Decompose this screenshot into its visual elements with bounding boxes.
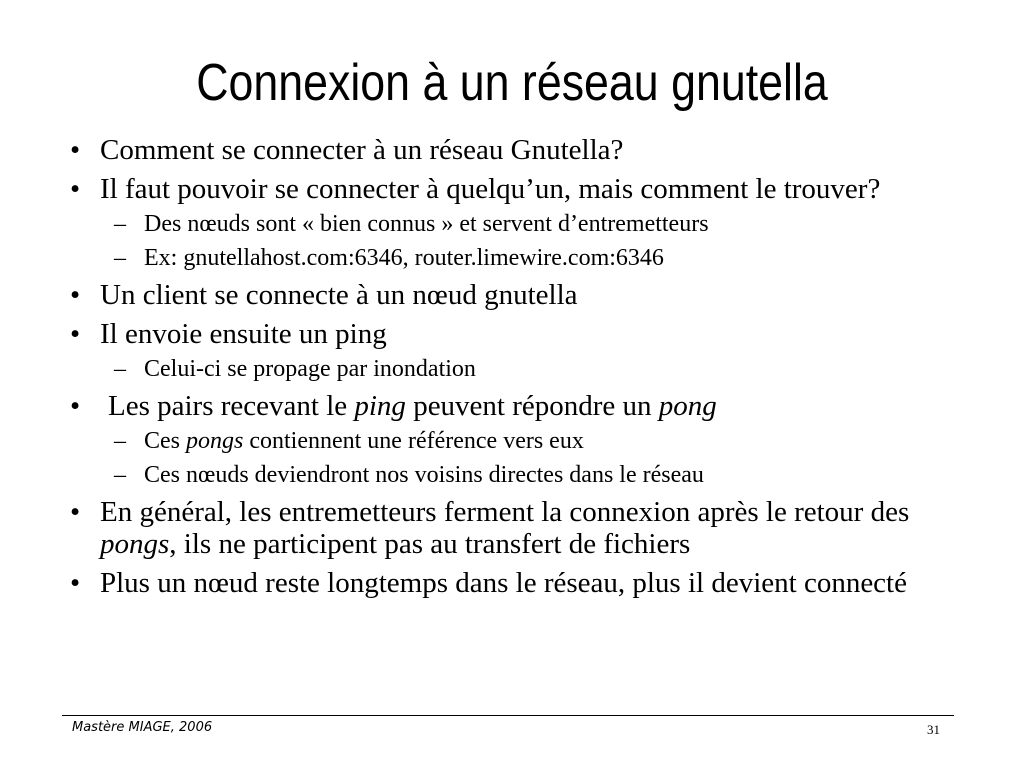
page-number: 31 — [927, 722, 940, 737]
bullet-text-emphasis: pong — [658, 390, 717, 422]
slide-title: Connexion à un réseau gnutella — [196, 54, 828, 112]
bullet-text-lead: En général, les entremetteurs ferment la connexion après le retour des — [100, 496, 910, 528]
bullet-icon: • — [70, 390, 81, 422]
bullet-icon: • — [70, 173, 81, 205]
bullet-item — [62, 496, 972, 560]
sub-bullet-item — [62, 460, 972, 490]
bullet-item — [62, 279, 972, 311]
footer-course-label: Mastère MIAGE, 2006 — [72, 720, 213, 735]
sub-bullet-text: Des nœuds sont « bien connus » et servent d’entremetteurs — [144, 211, 709, 237]
bullet-text: Un client se connecte à un nœud gnutella — [100, 279, 578, 311]
sub-bullet-item — [62, 426, 972, 456]
dash-icon: – — [114, 211, 126, 237]
bullet-item — [62, 173, 972, 205]
sub-bullet-item — [62, 354, 972, 384]
bullet-icon: • — [70, 279, 81, 311]
sub-bullet-text: Ces nœuds deviendront nos voisins directes dans le réseau — [144, 462, 704, 488]
dash-icon: – — [114, 245, 126, 271]
slide-body — [62, 134, 972, 599]
bullet-text-emphasis: pongs — [100, 528, 170, 560]
sub-bullet-text: Celui-ci se propage par inondation — [144, 356, 476, 382]
bullet-icon: • — [70, 496, 81, 528]
bullet-icon: • — [70, 318, 81, 350]
bullet-text: Il envoie ensuite un ping — [100, 318, 387, 350]
footer-divider — [62, 715, 954, 716]
bullet-text-trail: , ils ne participent pas au transfert de fichiers — [169, 528, 691, 560]
sub-bullet-text: Ex: gnutellahost.com:6346, router.limewire.com:6346 — [144, 245, 664, 271]
bullet-item — [62, 390, 972, 422]
bullet-item — [62, 567, 972, 599]
bullet-text: Comment se connecter à un réseau Gnutella? — [100, 134, 624, 166]
bullet-icon: • — [70, 134, 81, 166]
sub-bullet-text-emphasis: pongs — [186, 428, 244, 454]
bullet-text-emphasis: ping — [354, 390, 406, 422]
bullet-text: Il faut pouvoir se connecter à quelqu’un, mais comment le trouver? — [100, 173, 881, 205]
sub-bullet-text-lead: Ces — [144, 428, 186, 454]
bullet-text-lead: Les pairs recevant le — [108, 390, 355, 422]
bullet-text-middle: peuvent répondre un — [405, 390, 659, 422]
bullet-item — [62, 134, 972, 166]
dash-icon: – — [114, 356, 126, 382]
sub-bullet-item — [62, 209, 972, 239]
dash-icon: – — [114, 462, 126, 488]
bullet-item — [62, 318, 972, 350]
dash-icon: – — [114, 428, 126, 454]
bullet-text: Plus un nœud reste longtemps dans le réseau, plus il devient connecté — [100, 567, 907, 599]
sub-bullet-text-trail: contiennent une référence vers eux — [243, 428, 584, 454]
sub-bullet-item — [62, 243, 972, 273]
bullet-icon: • — [70, 567, 81, 599]
